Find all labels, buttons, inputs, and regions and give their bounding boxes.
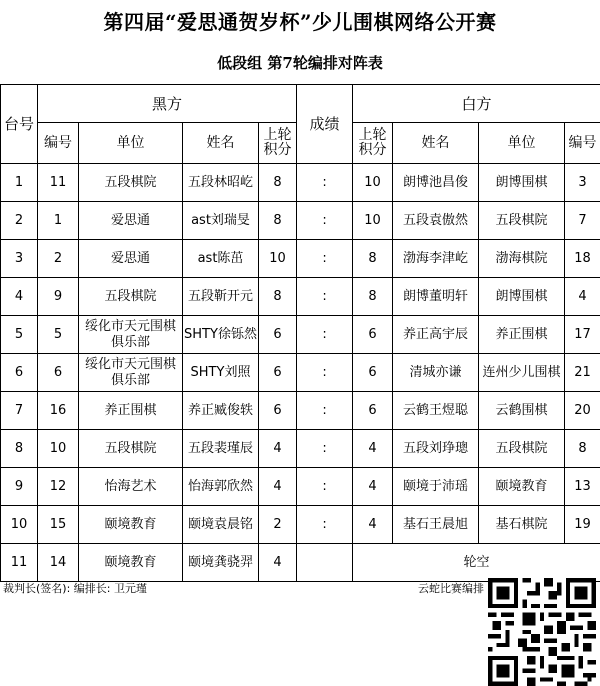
- cell-black-points: 6: [259, 392, 297, 430]
- cell-black-points: 4: [259, 468, 297, 506]
- table-row: [1, 506, 600, 544]
- cell-black-name: 五段林昭屹: [183, 164, 259, 202]
- cell-result: :: [297, 506, 353, 544]
- cell-black-unit: 五段棋院: [79, 278, 183, 316]
- cell-black-unit: 绥化市天元围棋俱乐部: [79, 316, 183, 354]
- cell-white-points: 10: [353, 164, 393, 202]
- cell-black-name: SHTY刘照: [183, 354, 259, 392]
- cell-white-unit: 基石棋院: [479, 506, 565, 544]
- cell-result: :: [297, 240, 353, 278]
- cell-black-points: 8: [259, 202, 297, 240]
- cell-result: [297, 544, 353, 582]
- cell-white-number: 20: [565, 392, 600, 430]
- cell-result: :: [297, 468, 353, 506]
- cell-white-number: 7: [565, 202, 600, 240]
- cell-black-name: SHTY徐铄然: [183, 316, 259, 354]
- cell-white-name: 基石王晨旭: [393, 506, 479, 544]
- header-white: 白方: [353, 85, 600, 123]
- cell-black-number: 5: [38, 316, 79, 354]
- cell-table-no: 8: [1, 430, 38, 468]
- cell-white-name: 五段刘琤璁: [393, 430, 479, 468]
- cell-table-no: 4: [1, 278, 38, 316]
- table-row: [1, 316, 600, 354]
- cell-table-no: 9: [1, 468, 38, 506]
- header-white-number: 编号: [565, 123, 600, 164]
- cell-black-number: 2: [38, 240, 79, 278]
- cell-white-unit: 养正围棋: [479, 316, 565, 354]
- cell-black-unit: 颐境教育: [79, 544, 183, 582]
- cell-result: :: [297, 164, 353, 202]
- cell-black-points: 4: [259, 544, 297, 582]
- cell-black-name: 颐境龚骁羿: [183, 544, 259, 582]
- cell-white-points: 4: [353, 430, 393, 468]
- cell-black-number: 9: [38, 278, 79, 316]
- cell-table-no: 10: [1, 506, 38, 544]
- cell-white-number: 19: [565, 506, 600, 544]
- cell-result: :: [297, 202, 353, 240]
- table-row: [1, 430, 600, 468]
- header-result: 成绩: [297, 85, 353, 164]
- cell-table-no: 1: [1, 164, 38, 202]
- cell-black-name: 五段靳开元: [183, 278, 259, 316]
- table-row: [1, 354, 600, 392]
- cell-black-name: ast刘瑞旻: [183, 202, 259, 240]
- cell-white-name: 清城亦谦: [393, 354, 479, 392]
- cell-black-points: 10: [259, 240, 297, 278]
- cell-black-name: 五段裴瑾辰: [183, 430, 259, 468]
- cell-result: :: [297, 430, 353, 468]
- cell-black-points: 6: [259, 316, 297, 354]
- header-black-number: 编号: [38, 123, 79, 164]
- qr-code-icon: [488, 578, 596, 686]
- cell-black-unit: 养正围棋: [79, 392, 183, 430]
- table-row: [1, 202, 600, 240]
- cell-black-number: 15: [38, 506, 79, 544]
- cell-white-number: 4: [565, 278, 600, 316]
- header-black-points: 上轮积分: [259, 123, 297, 164]
- cell-black-points: 6: [259, 354, 297, 392]
- cell-white-number: 17: [565, 316, 600, 354]
- cell-white-unit: 朗博围棋: [479, 278, 565, 316]
- cell-table-no: 11: [1, 544, 38, 582]
- cell-white-unit: 五段棋院: [479, 430, 565, 468]
- cell-table-no: 2: [1, 202, 38, 240]
- cell-black-unit: 爱思通: [79, 202, 183, 240]
- cell-black-unit: 爱思通: [79, 240, 183, 278]
- cell-white-name: 朗博池昌俊: [393, 164, 479, 202]
- page-subtitle: 低段组 第7轮编排对阵表: [217, 54, 383, 72]
- table-row: [1, 392, 600, 430]
- cell-black-name: 怡海郭欣然: [183, 468, 259, 506]
- cell-white-points: 4: [353, 468, 393, 506]
- cell-white-points: 8: [353, 240, 393, 278]
- header-white-points: 上轮积分: [353, 123, 393, 164]
- cell-black-points: 8: [259, 164, 297, 202]
- cell-white-unit: 朗博围棋: [479, 164, 565, 202]
- page-title: 第四届“爱思通贺岁杯”少儿围棋网络公开赛: [103, 10, 497, 34]
- cell-black-number: 11: [38, 164, 79, 202]
- cell-white-points: 6: [353, 354, 393, 392]
- cell-table-no: 3: [1, 240, 38, 278]
- cell-white-unit: 云鹤围棋: [479, 392, 565, 430]
- cell-black-unit: 五段棋院: [79, 430, 183, 468]
- cell-black-name: ast陈茁: [183, 240, 259, 278]
- cell-black-number: 12: [38, 468, 79, 506]
- cell-white-unit: 颐境教育: [479, 468, 565, 506]
- pairing-table: [0, 84, 600, 582]
- cell-white-points: 8: [353, 278, 393, 316]
- cell-white-name: 渤海李津屹: [393, 240, 479, 278]
- header-white-name: 姓名: [393, 123, 479, 164]
- cell-black-points: 2: [259, 506, 297, 544]
- cell-table-no: 7: [1, 392, 38, 430]
- cell-result: :: [297, 354, 353, 392]
- cell-white-name: 五段袁傲然: [393, 202, 479, 240]
- cell-black-number: 6: [38, 354, 79, 392]
- cell-result: :: [297, 316, 353, 354]
- cell-black-number: 16: [38, 392, 79, 430]
- cell-white-points: 4: [353, 506, 393, 544]
- cell-bye: 轮空: [353, 544, 600, 582]
- cell-black-unit: 五段棋院: [79, 164, 183, 202]
- cell-white-unit: 渤海棋院: [479, 240, 565, 278]
- footer-signature: 裁判长(签名): 编排长: 卫元瑾: [3, 582, 147, 595]
- cell-white-name: 养正高宇辰: [393, 316, 479, 354]
- cell-result: :: [297, 392, 353, 430]
- cell-table-no: 6: [1, 354, 38, 392]
- header-black-name: 姓名: [183, 123, 259, 164]
- cell-black-unit: 怡海艺术: [79, 468, 183, 506]
- table-row: [1, 468, 600, 506]
- cell-white-points: 6: [353, 392, 393, 430]
- header-white-unit: 单位: [479, 123, 565, 164]
- cell-black-points: 8: [259, 278, 297, 316]
- cell-white-number: 18: [565, 240, 600, 278]
- table-row: [1, 164, 600, 202]
- cell-result: :: [297, 278, 353, 316]
- cell-black-number: 1: [38, 202, 79, 240]
- header-table-no: 台号: [1, 85, 38, 164]
- cell-black-name: 养正臧俊轶: [183, 392, 259, 430]
- table-row: [1, 278, 600, 316]
- cell-black-points: 4: [259, 430, 297, 468]
- cell-white-points: 6: [353, 316, 393, 354]
- cell-table-no: 5: [1, 316, 38, 354]
- cell-white-unit: 连州少儿围棋: [479, 354, 565, 392]
- cell-white-name: 云鹤王煜聪: [393, 392, 479, 430]
- cell-black-number: 14: [38, 544, 79, 582]
- footer-credit: 云蛇比赛编排: [418, 582, 484, 595]
- cell-white-number: 3: [565, 164, 600, 202]
- header-black-unit: 单位: [79, 123, 183, 164]
- cell-black-number: 10: [38, 430, 79, 468]
- cell-white-name: 颐境于沛瑶: [393, 468, 479, 506]
- cell-white-name: 朗博董明轩: [393, 278, 479, 316]
- cell-black-unit: 绥化市天元围棋俱乐部: [79, 354, 183, 392]
- cell-black-unit: 颐境教育: [79, 506, 183, 544]
- table-row: [1, 544, 600, 582]
- cell-white-number: 21: [565, 354, 600, 392]
- cell-white-number: 13: [565, 468, 600, 506]
- cell-white-number: 8: [565, 430, 600, 468]
- cell-white-points: 10: [353, 202, 393, 240]
- cell-black-name: 颐境袁晨铭: [183, 506, 259, 544]
- table-row: [1, 240, 600, 278]
- header-black: 黑方: [38, 85, 297, 123]
- cell-white-unit: 五段棋院: [479, 202, 565, 240]
